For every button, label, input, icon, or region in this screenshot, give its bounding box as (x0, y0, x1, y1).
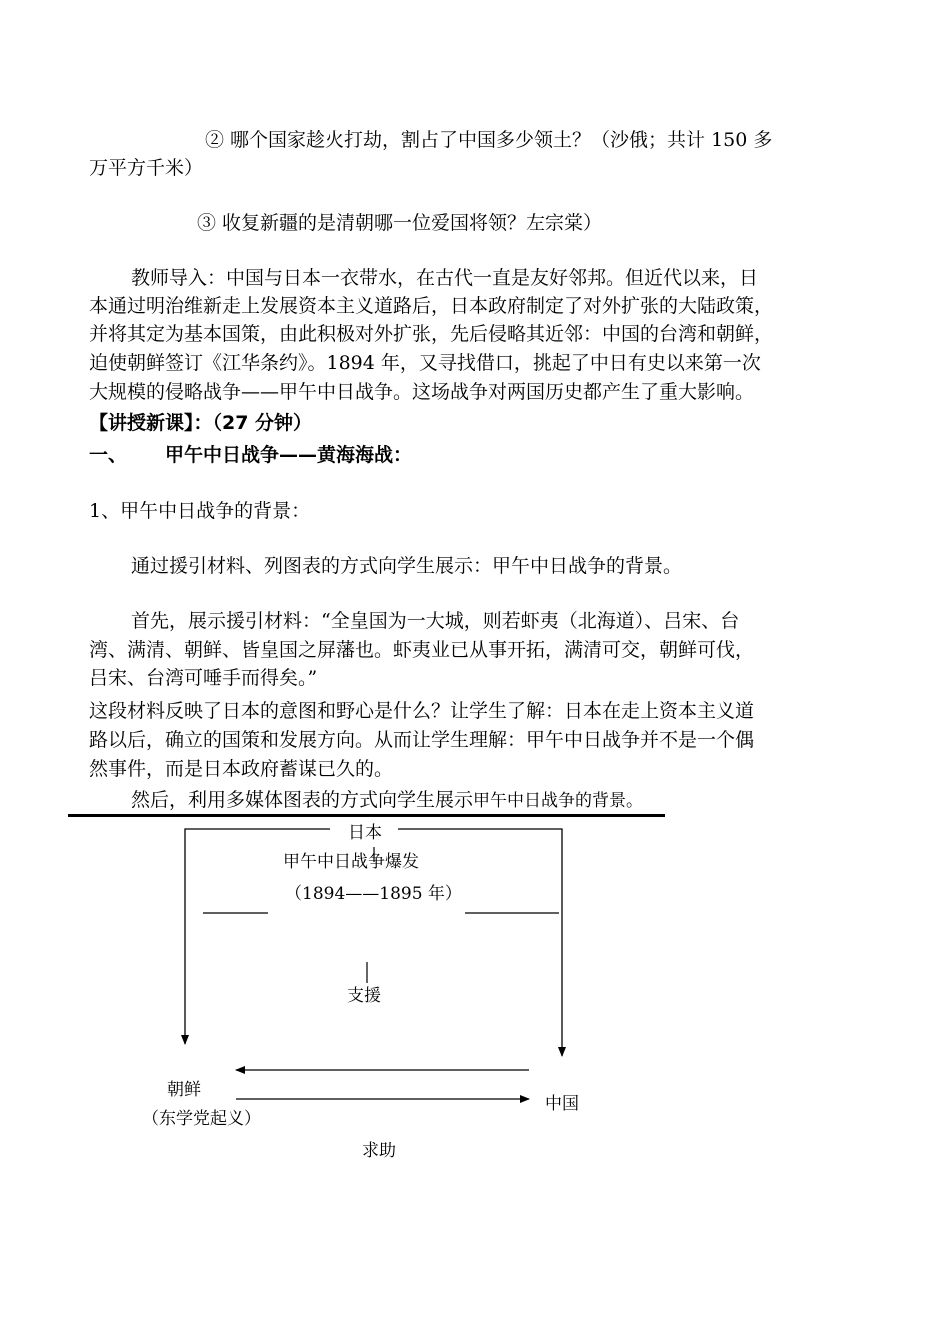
intro-line: 并将其定为基本国策，由此积极对外扩张，先后侵略其近邻：中国的台湾和朝鲜， (89, 323, 774, 345)
analysis-line: 然事件，而是日本政府蓄谋已久的。 (89, 758, 394, 780)
right-bracket-arrow (398, 829, 562, 1056)
material-line: 湾、满清、朝鲜、皆皇国之屏藩也。虾夷业已从事开拓，满清可交，朝鲜可伐， (89, 639, 755, 661)
new-lesson-heading: 【讲授新课】：（27 分钟） (89, 412, 313, 434)
analysis-line: 路以后，确立的国策和发展方向。从而让学生理解：甲午中日战争并不是一个偶 (89, 729, 755, 751)
help-label: 求助 (362, 1141, 396, 1161)
question-2-line-2: 万平方千米） (89, 157, 204, 179)
material-line: 吕宋、台湾可唾手而得矣。” (89, 667, 318, 689)
intro-line: 教师导入：中国与日本一衣带水，在古代一直是友好邻邦。但近代以来，日 (131, 267, 759, 289)
question-2-line-1: ② 哪个国家趁火打劫，割占了中国多少领土？（沙俄；共计 150 多 (205, 129, 773, 151)
final-prefix: 然后，利用多媒体图表的方式向学生展示 (131, 789, 474, 811)
final-suffix: 甲午中日战争的背景。 (473, 791, 644, 811)
question-3: ③ 收复新疆的是清朝哪一位爱国将领？左宗棠） (197, 212, 603, 234)
section-number: 一、 (89, 444, 128, 466)
war-years: （1894——1895 年） (285, 884, 462, 904)
material-line: 首先，展示援引材料：“全皇国为一大城，则若虾夷（北海道）、吕宋、台 (131, 610, 740, 632)
intro-line: 迫使朝鲜签订《江华条约》。1894 年，又寻找借口，挑起了中日有史以来第一次 (89, 352, 761, 374)
war-title: 甲午中日战争爆发 (283, 852, 419, 872)
support-label: 支援 (347, 986, 381, 1006)
intro-line: 大规模的侵略战争——甲午中日战争。这场战争对两国历史都产生了重大影响。 (89, 381, 755, 403)
korea-note: （东学党起义） (142, 1109, 261, 1129)
analysis-line: 这段材料反映了日本的意图和野心是什么？让学生了解：日本在走上资本主义道 (89, 700, 755, 722)
china-label: 中国 (545, 1094, 579, 1114)
japan-label: 日本 (346, 818, 384, 843)
section-title: 甲午中日战争——黄海海战： (165, 444, 413, 466)
intro-line: 本通过明治维新走上发展资本主义道路后，日本政府制定了对外扩张的大陆政策， (89, 295, 774, 317)
korea-label: 朝鲜 (167, 1080, 201, 1100)
background-title: 1、甲午中日战争的背景： (89, 500, 311, 522)
method-text: 通过援引材料、列图表的方式向学生展示：甲午中日战争的背景。 (131, 555, 683, 577)
